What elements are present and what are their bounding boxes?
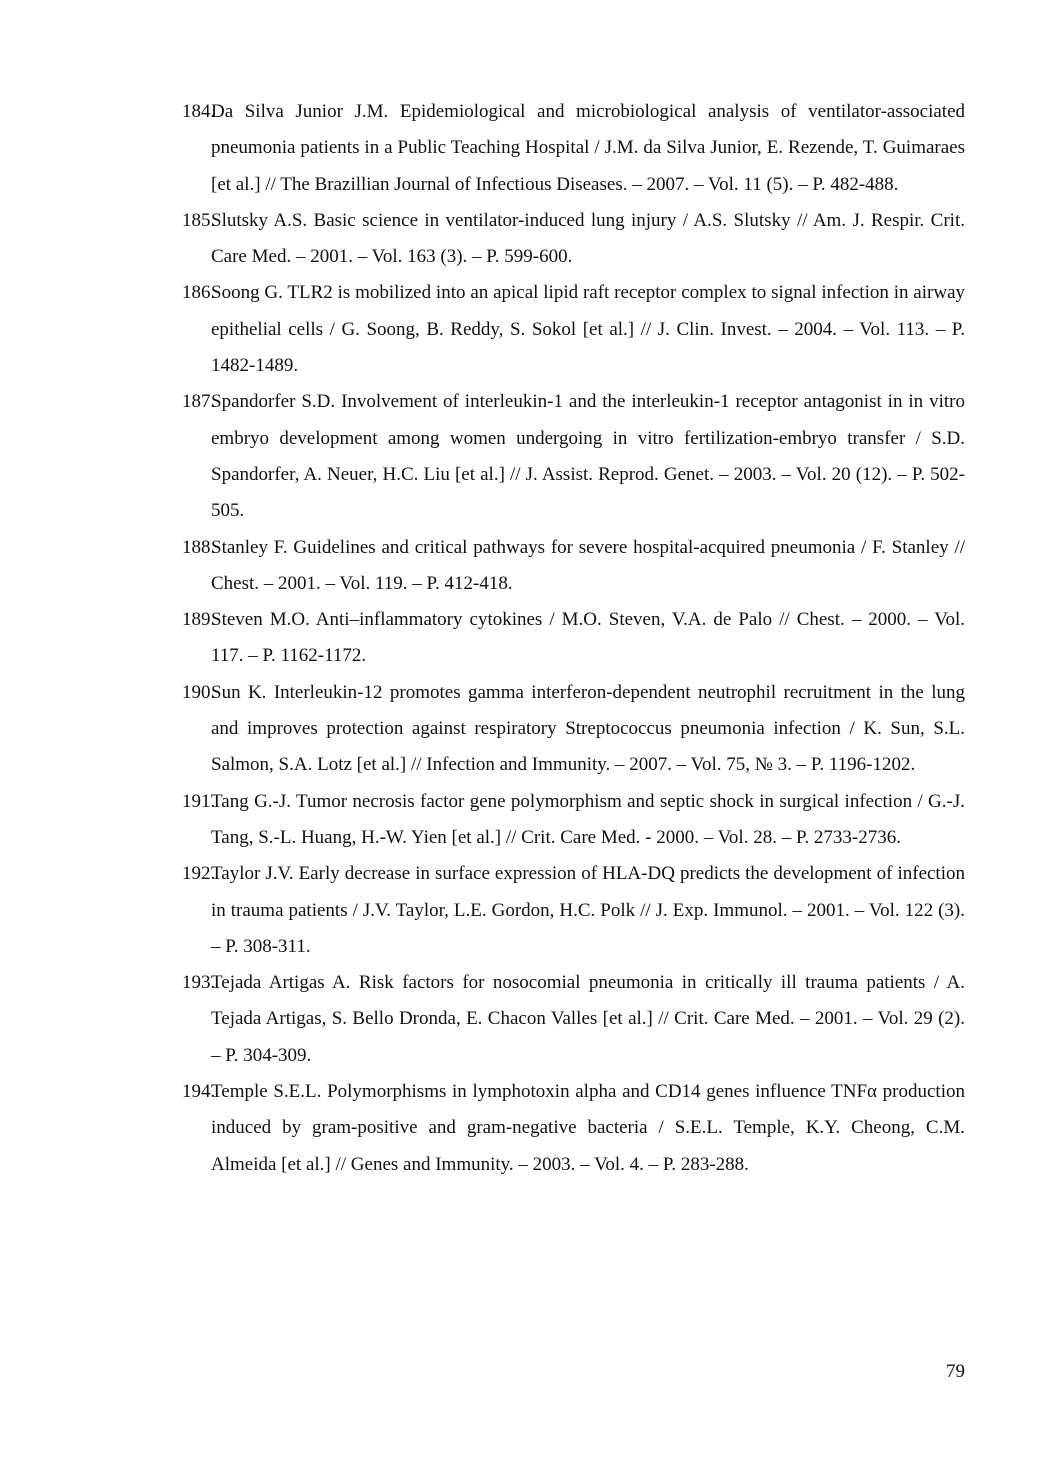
reference-number: 194. (182, 1081, 216, 1103)
reference-text: Taylor J.V. Early decrease in surface expression of HLA-DQ predicts the development of infection in trauma patients / J.V. Taylor, L.E. Gordon, H.C. Polk // J. Exp. Immunol. – 2001. – Vol. 122 (3). – P. 308-311. (211, 863, 965, 957)
reference-number: 189. (182, 609, 216, 631)
reference-text: Soong G. TLR2 is mobilized into an apical lipid raft receptor complex to signal infection in airway epithelial cells / G. Soong, B. Reddy, S. Sokol [et al.] // J. Clin. Invest. – 2004. – Vol. 113. – P. 1482-1489. (211, 282, 965, 377)
reference-text: Sun K. Interleukin-12 promotes gamma interferon-dependent neutrophil recruitment in the lung and improves protection against respiratory Streptococcus pneumonia infection / K. Sun, S.L. Salmon, S.A. Lotz [et al.] // Infection and Immunity. – 2007. – Vol. 75, № 3. – P. 1196-1202. (211, 681, 965, 776)
reference-text: Slutsky A.S. Basic science in ventilator-induced lung injury / A.S. Slutsky // Am. J. Respir. Crit. Care Med. – 2001. – Vol. 163 (3). – P. 599-600. (211, 209, 965, 268)
reference-number: 187. (182, 391, 216, 413)
page-number: 79 (946, 1361, 965, 1382)
reference-item (182, 384, 965, 529)
reference-text: Spandorfer S.D. Involvement of interleukin-1 and the interleukin-1 receptor antagonist in in vitro embryo development among women undergoing in vitro fertilization-embryo transfer / S.D. Spandorfer, A. Neuer, H.C. Liu [et al.] // J. Assist. Reprod. Genet. – 2003. – Vol. 20 (12). – P. 502-505. (211, 391, 965, 522)
reference-number: 192. (182, 863, 216, 885)
reference-text: Tejada Artigas A. Risk factors for nosocomial pneumonia in critically ill trauma patients / A. Tejada Artigas, S. Bello Dronda, E. Chacon Valles [et al.] // Crit. Care Med. – 2001. – Vol. 29 (2). – P. 304-309. (211, 972, 965, 1066)
reference-list (182, 94, 965, 1183)
reference-item (182, 94, 965, 203)
reference-text: Da Silva Junior J.M. Epidemiological and microbiological analysis of ventilator-associated pneumonia patients in a Public Teaching Hospital / J.M. da Silva Junior, E. Rezende, T. Guimaraes [et al.] // The Brazillian Journal of Infectious Diseases. – 2007. – Vol. 11 (5). – P. 482-488. (211, 101, 965, 195)
reference-item (182, 602, 965, 675)
reference-number: 186. (182, 282, 216, 304)
reference-item (182, 1074, 965, 1183)
reference-item (182, 203, 965, 276)
reference-text: Tang G.-J. Tumor necrosis factor gene polymorphism and septic shock in surgical infection / G.-J. Tang, S.-L. Huang, H.-W. Yien [et al.] // Crit. Care Med. - 2000. – Vol. 28. – P. 2733-2736. (211, 790, 965, 848)
reference-item (182, 965, 965, 1074)
reference-item (182, 784, 965, 857)
reference-text: Steven M.O. Anti–inflammatory cytokines / M.O. Steven, V.A. de Palo // Chest. – 2000. – Vol. 117. – P. 1162-1172. (211, 609, 965, 667)
reference-number: 190. (182, 681, 216, 703)
reference-number: 184. (182, 101, 216, 122)
reference-item (182, 275, 965, 384)
reference-number: 188. (182, 536, 216, 558)
reference-text: Temple S.E.L. Polymorphisms in lymphotoxin alpha and CD14 genes influence TNFα production induced by gram-positive and gram-negative bacteria / S.E.L. Temple, K.Y. Cheong, C.M. Almeida [et al.] // Genes and Immunity. – 2003. – Vol. 4. – P. 283-288. (211, 1081, 965, 1175)
reference-number: 193. (182, 972, 216, 994)
reference-item (182, 675, 965, 784)
reference-item (182, 856, 965, 965)
reference-item (182, 530, 965, 603)
reference-number: 185. (182, 209, 216, 231)
reference-text: Stanley F. Guidelines and critical pathways for severe hospital-acquired pneumonia / F. Stanley // Chest. – 2001. – Vol. 119. – P. 412-418. (211, 536, 965, 594)
reference-number: 191. (182, 790, 216, 812)
